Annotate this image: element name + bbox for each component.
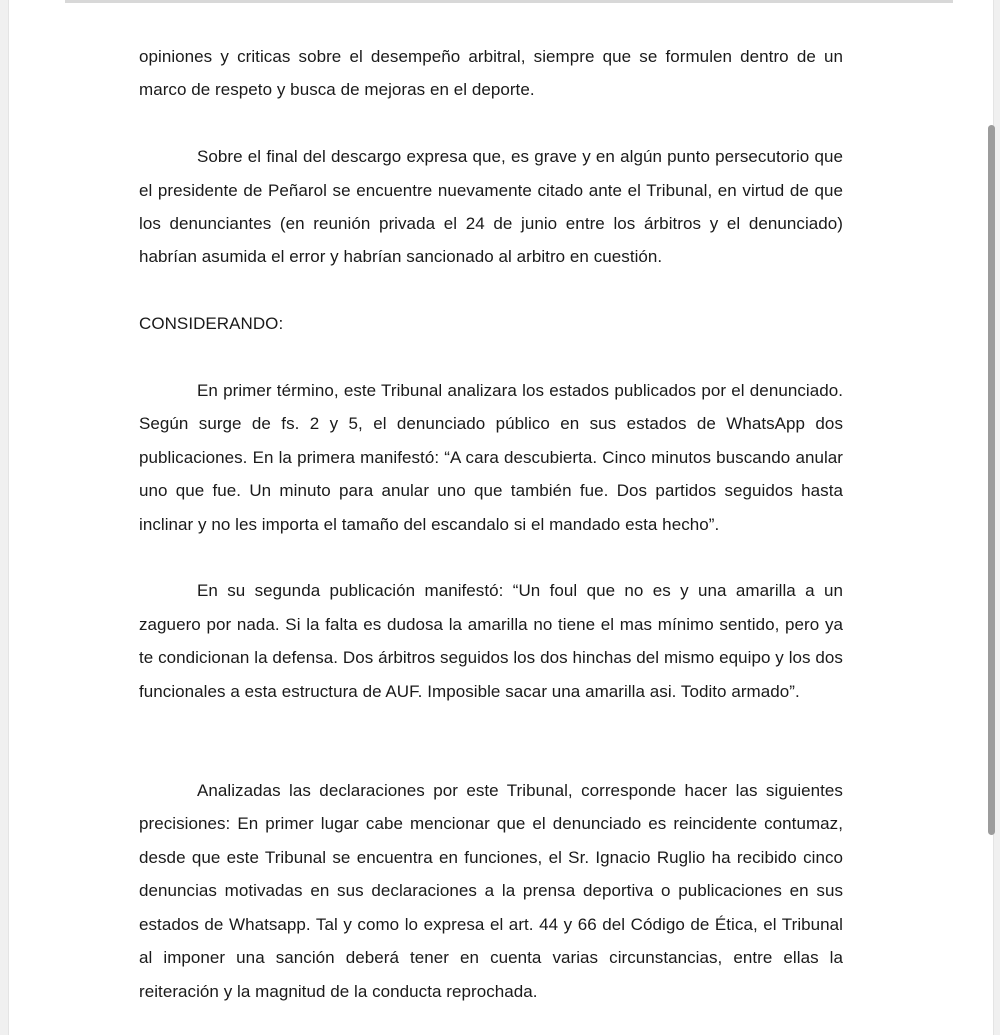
paragraph-segunda-publicacion: En su segunda publicación manifestó: “Un foul que no es y una amarilla a un zaguero por nada. Si la falta es dudosa la amarilla no tiene el mas mínimo sentido, pero ya te condicionan la defensa. Dos árbitros seguidos los dos hinchas del mismo equipo y los dos funcionales a esta estructura de AUF. Imposible sacar una amarilla asi. Todito armado”.	[139, 581, 843, 701]
paragraph-continued: opiniones y criticas sobre el desempeño arbitral, siempre que se formulen dentro de un marco de respeto y busca de mejoras en el deporte.	[139, 47, 843, 100]
paragraph-spacer	[139, 274, 843, 307]
paragraph-spacer	[139, 107, 843, 140]
paragraph-descargo: Sobre el final del descargo expresa que, es grave y en algún punto persecutorio que el presidente de Peñarol se encuentre nuevamente citado ante el Tribunal, en virtud de que los denunciantes (en reunión privada el 24 de junio entre los árbitros y el denunciado) habrían asumida el error y habrían sancionado al arbitro en cuestión.	[139, 147, 843, 267]
paragraph-analizadas: Analizadas las declaraciones por este Tribunal, corresponde hacer las siguientes precisiones: En primer lugar cabe mencionar que el denunciado es reincidente contumaz, desde que este Tribunal se encuentra en funciones, el Sr. Ignacio Ruglio ha recibido cinco denuncias motivadas en sus declaraciones a la prensa deportiva o publicaciones en sus estados de Whatsapp. Tal y como lo expresa el art. 44 y 66 del Código de Ética, el Tribunal al imponer una sanción deberá tener en cuenta varias circunstancias, entre ellas la reiteración y la magnitud de la conducta reprochada.	[139, 781, 843, 1001]
paragraph-spacer	[139, 541, 843, 574]
paragraph-spacer	[139, 341, 843, 374]
section-heading-considerando: CONSIDERANDO:	[139, 314, 284, 334]
vertical-scrollbar-thumb[interactable]	[988, 125, 995, 835]
previous-page-edge	[65, 0, 953, 3]
paragraph-spacer	[139, 708, 843, 774]
document-body	[139, 40, 843, 1008]
paragraph-primer-termino: En primer término, este Tribunal analizara los estados publicados por el denunciado. Según surge de fs. 2 y 5, el denunciado público en sus estados de WhatsApp dos publicaciones. En la primera manifestó: “A cara descubierta. Cinco minutos buscando anular uno que fue. Un minuto para anular uno que también fue. Dos partidos seguidos hasta inclinar y no les importa el tamaño del escandalo si el mandado esta hecho”.	[139, 381, 843, 534]
